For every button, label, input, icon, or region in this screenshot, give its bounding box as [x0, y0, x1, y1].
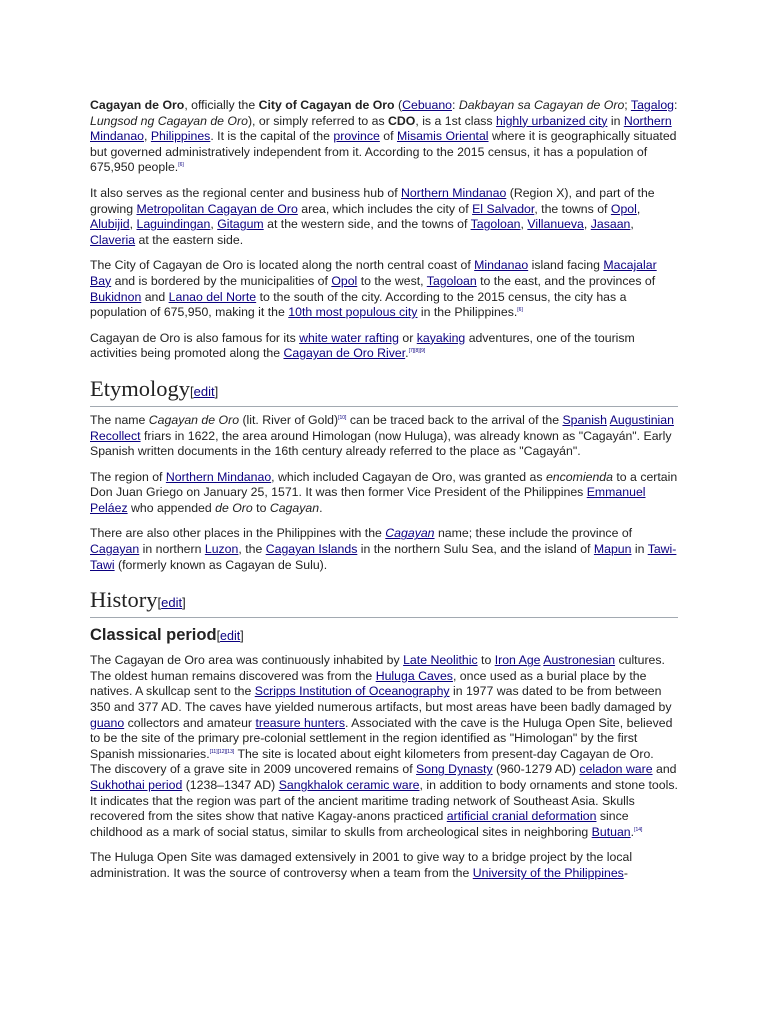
- text-run: -: [623, 865, 628, 880]
- text-run: to the south of the city. According to the 2015 census, the city has a population of 675,950, making it the: [90, 289, 627, 320]
- etymology-heading: [90, 376, 678, 407]
- link-opol[interactable]: Opol: [331, 273, 358, 288]
- link-austronesian[interactable]: Austronesian: [543, 653, 616, 668]
- text-run: The region of: [90, 469, 166, 484]
- link-guano[interactable]: guano: [90, 715, 125, 730]
- citation-ref[interactable]: [14]: [634, 826, 643, 833]
- etymology-paragraph-2: [90, 470, 678, 517]
- history-paragraph-2: [90, 850, 678, 881]
- intro-paragraph-3: [90, 258, 678, 320]
- text-run: to the east, and the provinces of: [476, 273, 656, 288]
- link-lanao-del-norte[interactable]: Lanao del Norte: [168, 289, 257, 304]
- link-iron-age[interactable]: Iron Age: [494, 653, 541, 668]
- link-philippines[interactable]: Philippines: [150, 129, 211, 144]
- text-run: ,: [129, 217, 137, 232]
- text-run: (: [394, 98, 403, 112]
- link-macajalar-bay[interactable]: Macajalar Bay: [90, 258, 657, 288]
- text-run: at the western side, and the towns of: [263, 217, 471, 232]
- link-tagalog[interactable]: Tagalog: [630, 98, 674, 112]
- link-huluga-caves[interactable]: Huluga Caves: [375, 668, 453, 683]
- link-mapun[interactable]: Mapun: [593, 542, 632, 557]
- link-bukidnon[interactable]: Bukidnon: [90, 289, 142, 304]
- text-run: collectors and amateur: [124, 715, 256, 730]
- link-tagoloan[interactable]: Tagoloan: [426, 273, 477, 288]
- link-white-water-rafting[interactable]: white water rafting: [299, 330, 399, 345]
- text-run: (960-1279 AD): [492, 762, 580, 777]
- italic-term: Cagayan de Oro: [148, 412, 240, 427]
- link-province[interactable]: province: [333, 129, 380, 144]
- bold-term: Cagayan de Oro: [90, 98, 185, 112]
- text-run: in 1977 was dated to be from between 350 and 377 AD. The caves have yielded numerous artifacts, but most areas have been badly damaged by: [90, 684, 672, 715]
- etymology-edit-section: [edit]: [190, 383, 219, 399]
- link-celadon-ware[interactable]: celadon ware: [579, 762, 653, 777]
- text-run: and is bordered by the municipalities of: [111, 273, 332, 288]
- text-run: , officially the: [184, 98, 259, 112]
- text-run: The City of Cagayan de Oro is located along the north central coast of: [90, 258, 475, 273]
- link-sukhothai-period[interactable]: Sukhothai period: [90, 778, 183, 792]
- citation-ref[interactable]: [6]: [517, 307, 523, 314]
- text-run: who appended: [127, 500, 216, 515]
- link-claveria[interactable]: Claveria: [90, 232, 136, 247]
- classical-period-edit-link[interactable]: edit: [220, 629, 241, 644]
- etymology-paragraph-3: [90, 526, 678, 573]
- text-run: or: [398, 330, 417, 345]
- text-run: island facing: [528, 258, 604, 273]
- link-laguindingan[interactable]: Laguindingan: [136, 217, 211, 232]
- text-run: ,: [520, 217, 528, 232]
- text-run: since childhood as a mark of social status, similar to skulls from archeological sites in neighboring: [90, 809, 629, 839]
- article-body: [90, 98, 678, 892]
- intro-paragraph-4: [90, 331, 678, 362]
- italic-term: de Oro: [215, 500, 253, 515]
- etymology-edit-link[interactable]: edit: [193, 383, 215, 399]
- text-run: (formerly known as Cagayan de Sulu).: [114, 557, 328, 572]
- text-run: ,: [636, 201, 641, 216]
- text-run: The name: [90, 412, 149, 427]
- citation-ref[interactable]: [7][8][9]: [408, 348, 426, 355]
- text-run: , once used as a burial place by the natives. A skullcap sent to the: [90, 668, 647, 699]
- text-run: The site is located about eight kilometers from present-day Cagayan de Oro. The discovery of a grave site in 2009 uncovered remains of: [90, 746, 654, 777]
- link-scripps-institution-of-oceanography[interactable]: Scripps Institution of Oceanography: [254, 684, 450, 699]
- link-emmanuel-pelaez[interactable]: Emmanuel Peláez: [90, 485, 646, 515]
- text-run: (lit. River of Gold): [239, 412, 339, 427]
- link-sangkhalok-ceramic-ware[interactable]: Sangkhalok ceramic ware: [278, 778, 420, 792]
- text-run: .: [405, 346, 409, 361]
- text-run: ;: [624, 98, 631, 112]
- text-run: in northern: [139, 542, 205, 557]
- text-run: ,: [210, 217, 218, 232]
- link-tagoloan[interactable]: Tagoloan: [470, 217, 521, 232]
- italic-term: Lungsod ng Cagayan de Oro: [90, 113, 248, 128]
- text-run: .: [630, 824, 635, 839]
- link-cagayan[interactable]: Cagayan: [385, 526, 435, 541]
- text-run: :: [452, 98, 459, 112]
- link-misamis-oriental[interactable]: Misamis Oriental: [396, 129, 489, 144]
- text-run: friars in 1622, the area around Himologan (now Huluga), was already known as "Cagayán". Early Spanish written documents in the 16th century already referred to the place as "Cagayán".: [90, 428, 672, 459]
- text-run: to a certain Don Juan Griego on January 25, 1571. It was then former Vice President of the Philippines: [90, 469, 678, 500]
- text-run: , the towns of: [534, 201, 611, 216]
- text-run: (1238–1347 AD): [182, 778, 279, 792]
- link-cagayan-de-oro-river[interactable]: Cagayan de Oro River: [283, 346, 406, 361]
- link-late-neolithic[interactable]: Late Neolithic: [403, 653, 478, 668]
- text-run: The Huluga Open Site was damaged extensively in 2001 to give way to a bridge project by the local administration. It was the source of controversy when a team from the: [90, 850, 633, 880]
- text-run: in the northern Sulu Sea, and the island of: [357, 542, 594, 557]
- link-jasaan[interactable]: Jasaan: [590, 217, 631, 232]
- link-augustinian-recollect[interactable]: Augustinian Recollect: [90, 412, 674, 443]
- link-northern-mindanao[interactable]: Northern Mindanao: [401, 185, 507, 200]
- etymology-title: Etymology: [90, 375, 190, 401]
- text-run: There are also other places in the Philippines with the: [90, 526, 386, 541]
- link-cagayan-islands[interactable]: Cagayan Islands: [265, 542, 358, 557]
- link-spanish[interactable]: Spanish: [562, 412, 607, 427]
- text-run: .: [319, 500, 323, 515]
- italic-term: Dakbayan sa Cagayan de Oro: [458, 98, 625, 112]
- text-run: and: [141, 289, 169, 304]
- text-run: name; these include the province of: [434, 526, 633, 541]
- link-treasure-hunters[interactable]: treasure hunters: [255, 715, 345, 730]
- text-run: where it is geographically situated but governed administratively independent from it. According to the 2015 census, it has a population of 675,950 people.: [90, 129, 677, 175]
- link-opol[interactable]: Opol: [610, 201, 637, 216]
- text-run: :: [674, 98, 678, 112]
- link-metropolitan-cagayan-de-oro[interactable]: Metropolitan Cagayan de Oro: [136, 201, 298, 216]
- link-northern-mindanao[interactable]: Northern Mindanao: [90, 113, 672, 144]
- link-kayaking[interactable]: kayaking: [416, 330, 466, 345]
- classical-edit-section: [edit]: [216, 629, 244, 644]
- link-villanueva[interactable]: Villanueva: [527, 217, 584, 232]
- link-alubijid[interactable]: Alubijid: [90, 217, 130, 232]
- intro-paragraph-1: [90, 98, 678, 176]
- link-mindanao[interactable]: Mindanao: [474, 258, 529, 273]
- text-run: in the Philippines.: [417, 305, 518, 320]
- link-song-dynasty[interactable]: Song Dynasty: [416, 762, 493, 777]
- text-run: ,: [630, 217, 634, 232]
- text-run: at the eastern side.: [135, 232, 244, 247]
- history-heading: [90, 587, 678, 618]
- text-run: ,: [583, 217, 591, 232]
- text-run: , which included Cagayan de Oro, was granted as: [271, 469, 546, 484]
- history-paragraph-1: [90, 653, 678, 840]
- citation-ref[interactable]: [6]: [178, 162, 184, 169]
- text-run: Cagayan de Oro is also famous for its: [90, 330, 300, 345]
- link-cagayan[interactable]: Cagayan: [90, 542, 140, 557]
- text-run: It also serves as the regional center and business hub of: [90, 185, 402, 200]
- link-10th-most-populous-city[interactable]: 10th most populous city: [288, 305, 418, 320]
- italic-term: encomienda: [545, 469, 613, 484]
- text-run: . It is the capital of the: [210, 129, 334, 144]
- history-edit-section: [edit]: [157, 595, 186, 611]
- text-run: . Associated with the cave is the Huluga Open Site, believed to be the site of the primary pre-colonial settlement in the region identified as "Himologan" by the first Spanish missionaries.: [90, 715, 673, 761]
- text-run: (Region X), and part of the growing: [90, 185, 655, 216]
- intro-paragraph-2: [90, 186, 678, 248]
- text-run: to: [252, 500, 270, 515]
- text-run: to: [477, 653, 495, 668]
- link-butuan[interactable]: Butuan: [591, 824, 631, 839]
- text-run: and: [652, 762, 677, 777]
- citation-ref[interactable]: [10]: [338, 414, 347, 421]
- bold-term: City of Cagayan de Oro: [258, 98, 395, 112]
- text-run: can be traced back to the arrival of the: [346, 412, 563, 427]
- etymology-paragraph-1: [90, 413, 678, 460]
- text-run: ), or simply referred to as: [247, 113, 389, 128]
- text-run: of: [379, 129, 397, 144]
- link-highly-urbanized-city[interactable]: highly urbanized city: [496, 113, 608, 128]
- text-run: in: [631, 542, 648, 557]
- text-run: cultures. The oldest human remains discovered was from the: [90, 653, 665, 683]
- text-run: The Cagayan de Oro area was continuously inhabited by: [90, 653, 404, 668]
- text-run: adventures, one of the tourism activities being promoted along the: [90, 330, 635, 361]
- bold-term: CDO: [388, 113, 416, 128]
- citation-ref[interactable]: [11][12][13]: [209, 748, 235, 755]
- link-el-salvador[interactable]: El Salvador: [472, 201, 535, 216]
- link-northern-mindanao[interactable]: Northern Mindanao: [165, 469, 272, 484]
- link-university-of-the-philippines[interactable]: University of the Philippines: [472, 865, 624, 880]
- text-run: in: [607, 113, 624, 128]
- link-luzon[interactable]: Luzon: [204, 542, 239, 557]
- classical-period-heading: [90, 624, 678, 647]
- text-run: area, which includes the city of: [297, 201, 473, 216]
- text-run: to the west,: [357, 273, 427, 288]
- history-title: History: [90, 587, 158, 613]
- text-run: , in addition to body ornaments and stone tools. It indicates that the region was part of the ancient maritime trading network of Southeast Asia. Skulls recovered from the sites show that native Kagay-anons practiced: [90, 778, 678, 824]
- text-run: ,: [144, 129, 151, 144]
- text-run: , is a 1st class: [415, 113, 496, 128]
- italic-term: Cagayan: [269, 500, 320, 515]
- classical-period-title: Classical period: [90, 626, 217, 645]
- link-artificial-cranial-deformation[interactable]: artificial cranial deformation: [446, 809, 597, 824]
- link-gitagum[interactable]: Gitagum: [217, 217, 264, 232]
- text-run: , the: [238, 542, 266, 557]
- history-edit-link[interactable]: edit: [161, 595, 183, 611]
- link-cebuano[interactable]: Cebuano: [402, 98, 453, 112]
- link-tawi-tawi[interactable]: Tawi-Tawi: [90, 542, 677, 572]
